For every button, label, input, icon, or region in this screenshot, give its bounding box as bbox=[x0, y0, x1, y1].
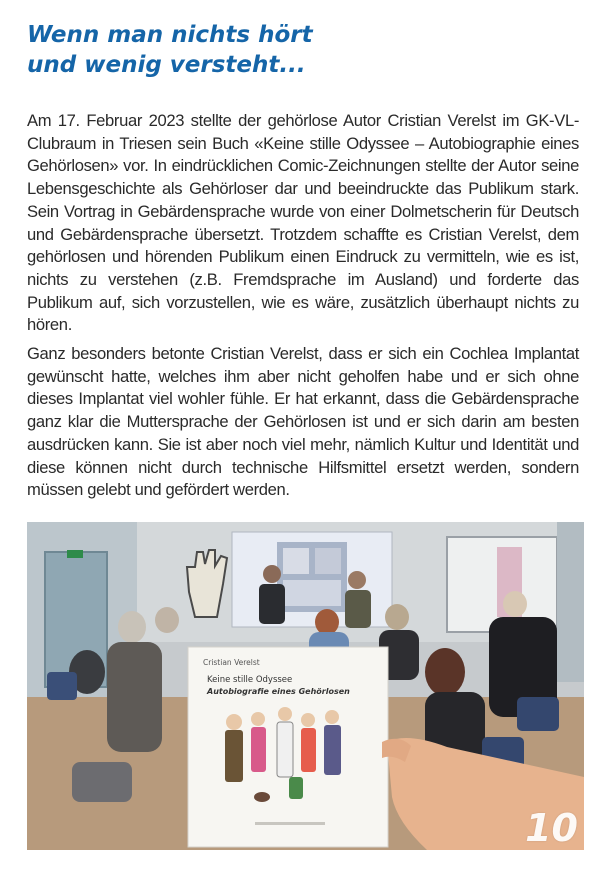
comic-panel bbox=[283, 580, 341, 606]
exit-sign bbox=[67, 550, 83, 558]
audience-head bbox=[385, 604, 409, 630]
comic-figure bbox=[301, 728, 316, 772]
right-window bbox=[557, 522, 584, 682]
comic-figure bbox=[225, 730, 243, 782]
comic-figure bbox=[251, 727, 266, 772]
audience-head bbox=[155, 607, 179, 633]
comic-figure-head bbox=[325, 710, 339, 724]
event-photo-illustration bbox=[27, 522, 584, 850]
paragraph-2: Ganz besonders betonte Cristian Verelst, dass er sich ein Cochlea Implantat gewünscht hatte, welches ihm aber nicht geholfen habe und er sich ohne dieses Implantat viel wohler fühle. Er hat erkannt, dass die Gebärdensprache ganz klar die Muttersprache der Gehörlosen ist und er sich darin am besten ausdrücken kann. Sie ist aber noch viel mehr, nämlich Kultur und Identität und diese können nicht durch technische Hilfsmittel ersetzt werden, sondern müssen gelebt und gefördert werden. bbox=[27, 344, 579, 500]
book-publisher-mark bbox=[255, 822, 325, 825]
audience-head bbox=[315, 609, 339, 635]
comic-figure-head bbox=[251, 712, 265, 726]
chair bbox=[517, 697, 559, 731]
audience-head bbox=[118, 611, 146, 643]
headline-line-1: Wenn man nichts hört bbox=[27, 22, 313, 48]
book-title: Keine stille Odyssee bbox=[207, 675, 293, 685]
article-headline bbox=[27, 20, 587, 80]
article-body bbox=[27, 110, 579, 508]
comic-figure bbox=[277, 722, 293, 777]
paragraph-1: Am 17. Februar 2023 stellte der gehörlose Autor Cristian Verelst im GK-VL-Clubraum in Triesen sein Buch «Keine stille Odyssee – Autobiographie eines Gehörlosen» vor. In eindrücklichen Comic-Zeichnungen stellte der Autor seine Lebensgeschichte als Gehörloser dar und beeindruckte das Publikum stark. Sein Vortrag in Gebärdensprache wurde von einer Dolmetscherin für Deutsch und Gebärdensprache übersetzt. Trotzdem schaffte es Cristian Verelst, dem gehörlosen und hörenden Publikum einen Eindruck zu vermitteln, wie es ist, nichts zu verstehen (z.B. Fremdsprache im Ausland) und forderte das Publikum auf, sich vorzustellen, wie es wäre, zusätzlich überhaupt nichts zu hören. bbox=[27, 111, 579, 335]
audience-head bbox=[503, 591, 527, 617]
comic-figure bbox=[289, 777, 303, 799]
presenter-body bbox=[259, 584, 285, 624]
chair bbox=[47, 672, 77, 700]
bag bbox=[72, 762, 132, 802]
comic-figure-head bbox=[301, 713, 315, 727]
headline-line-2: und wenig versteht... bbox=[27, 52, 306, 78]
interpreter-head bbox=[348, 571, 366, 589]
comic-dog bbox=[254, 792, 270, 802]
page-number: 10 bbox=[525, 806, 578, 850]
event-photo bbox=[27, 522, 584, 850]
comic-figure bbox=[324, 725, 341, 775]
audience-member bbox=[107, 642, 162, 752]
book-subtitle: Autobiografie eines Gehörlosen bbox=[207, 687, 350, 696]
interpreter-body bbox=[345, 590, 371, 628]
comic-figure-head bbox=[278, 707, 292, 721]
comic-panel bbox=[283, 548, 309, 574]
comic-figure-head bbox=[226, 714, 242, 730]
book-author: Cristian Verelst bbox=[203, 658, 260, 667]
presenter-head bbox=[263, 565, 281, 583]
comic-panel bbox=[315, 548, 341, 574]
audience-head bbox=[425, 648, 465, 696]
